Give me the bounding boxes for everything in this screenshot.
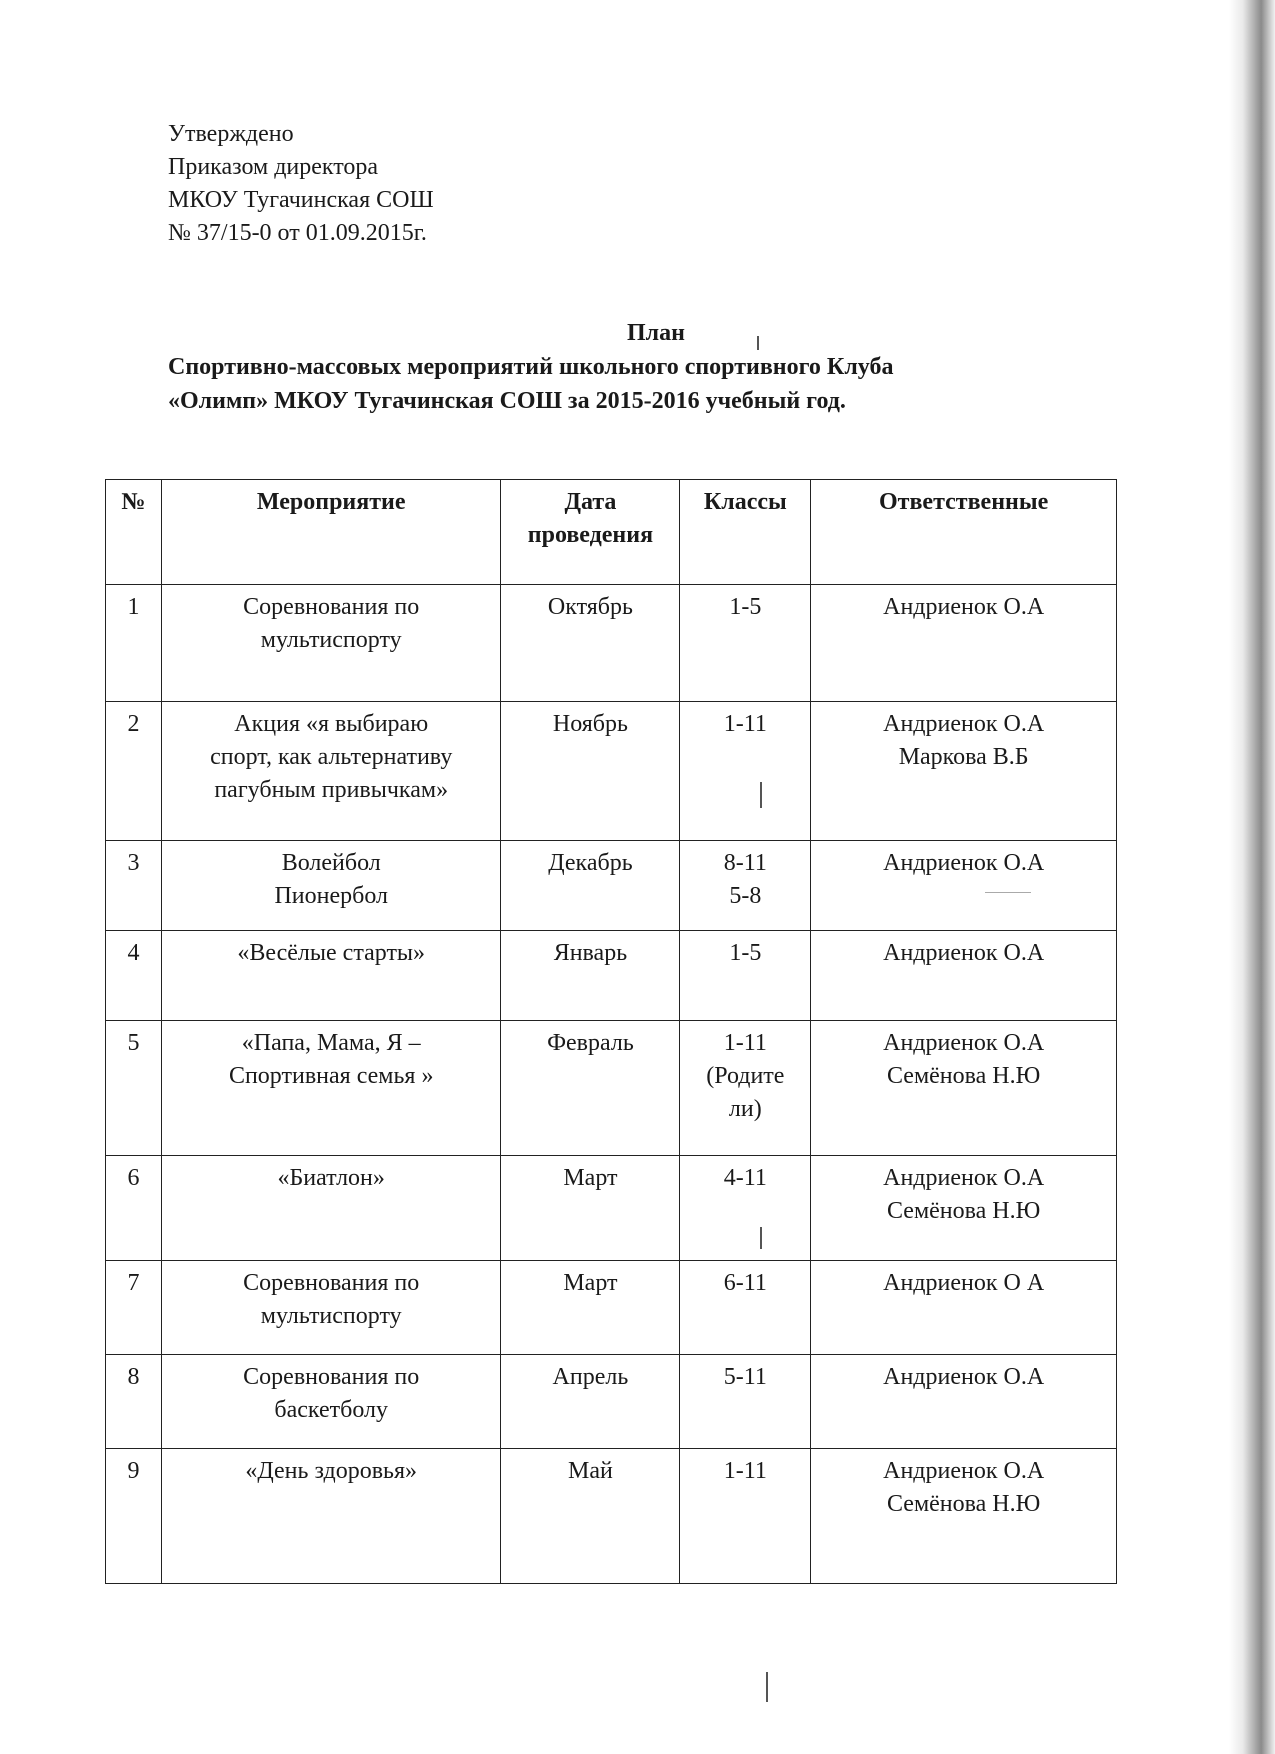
table-row xyxy=(106,585,1117,702)
approval-stamp-text xyxy=(168,118,434,250)
header-num: № xyxy=(106,480,162,585)
title-line-2: «Олимп» МКОУ Тугачинская СОШ за 2015-2016 учебный год. xyxy=(168,388,846,414)
scan-edge-shadow xyxy=(1229,0,1275,1754)
row-responsible: Андриенок О.А xyxy=(811,1355,1117,1449)
row-event: Соревнования по мультиспорту xyxy=(161,585,501,702)
row-event: Соревнования по баскетболу xyxy=(161,1355,501,1449)
row-num: 6 xyxy=(106,1156,162,1261)
document-title xyxy=(168,316,1088,418)
row-event: «Весёлые старты» xyxy=(161,931,501,1021)
row-classes: 4-11 xyxy=(680,1156,811,1261)
approval-line-number: № 37/15-0 от 01.09.2015г. xyxy=(168,220,427,246)
approval-line-approved: Утверждено xyxy=(168,121,294,147)
row-date: Апрель xyxy=(501,1355,680,1449)
row-num: 2 xyxy=(106,702,162,841)
row-responsible: Андриенок О.А xyxy=(811,931,1117,1021)
row-num: 4 xyxy=(106,931,162,1021)
row-event: «День здоровья» xyxy=(161,1449,501,1584)
table-row xyxy=(106,931,1117,1021)
header-responsible: Ответственные xyxy=(811,480,1117,585)
row-num: 7 xyxy=(106,1261,162,1355)
row-num: 1 xyxy=(106,585,162,702)
row-responsible: Андриенок О.А Семёнова Н.Ю xyxy=(811,1156,1117,1261)
row-responsible: Андриенок О.А Семёнова Н.Ю xyxy=(811,1021,1117,1156)
table-header-row xyxy=(106,480,1117,585)
row-num: 3 xyxy=(106,841,162,931)
row-classes: 5-11 xyxy=(680,1355,811,1449)
table-row xyxy=(106,1261,1117,1355)
table-row xyxy=(106,1021,1117,1156)
row-classes: 6-11 xyxy=(680,1261,811,1355)
table-row xyxy=(106,1156,1117,1261)
row-event: «Биатлон» xyxy=(161,1156,501,1261)
row-classes: 1-5 xyxy=(680,931,811,1021)
row-responsible: Андриенок О.А Семёнова Н.Ю xyxy=(811,1449,1117,1584)
row-responsible: Андриенок О.А Маркова В.Б xyxy=(811,702,1117,841)
scan-speck xyxy=(757,336,759,350)
row-num: 9 xyxy=(106,1449,162,1584)
row-date: Март xyxy=(501,1261,680,1355)
row-responsible: Андриенок О А xyxy=(811,1261,1117,1355)
header-classes: Классы xyxy=(680,480,811,585)
header-event: Мероприятие xyxy=(161,480,501,585)
row-classes: 1-11 (Родите ли) xyxy=(680,1021,811,1156)
title-line-1: Спортивно-массовых мероприятий школьного спортивного Клуба xyxy=(168,354,894,380)
row-date: Январь xyxy=(501,931,680,1021)
row-date: Ноябрь xyxy=(501,702,680,841)
row-date: Март xyxy=(501,1156,680,1261)
scan-speck xyxy=(766,1672,768,1702)
row-date: Февраль xyxy=(501,1021,680,1156)
scan-speck xyxy=(760,1227,762,1249)
row-classes: 1-5 xyxy=(680,585,811,702)
events-table xyxy=(105,479,1117,1584)
row-date: Декабрь xyxy=(501,841,680,931)
row-event: «Папа, Мама, Я – Спортивная семья » xyxy=(161,1021,501,1156)
row-classes: 1-11 xyxy=(680,1449,811,1584)
table-row xyxy=(106,841,1117,931)
scan-speck xyxy=(985,892,1031,893)
approval-line-order: Приказом директора xyxy=(168,154,379,180)
table-row xyxy=(106,1355,1117,1449)
table-row xyxy=(106,702,1117,841)
title-plan: План xyxy=(627,320,685,346)
row-event: Волейбол Пионербол xyxy=(161,841,501,931)
row-date: Октябрь xyxy=(501,585,680,702)
row-num: 8 xyxy=(106,1355,162,1449)
row-event: Соревнования по мультиспорту xyxy=(161,1261,501,1355)
approval-line-school: МКОУ Тугачинская СОШ xyxy=(168,187,434,213)
row-event: Акция «я выбираю спорт, как альтернативу пагубным привычкам» xyxy=(161,702,501,841)
row-responsible: Андриенок О.А xyxy=(811,585,1117,702)
row-classes: 8-11 5-8 xyxy=(680,841,811,931)
header-date: Дата проведения xyxy=(501,480,680,585)
row-date: Май xyxy=(501,1449,680,1584)
scan-speck xyxy=(760,782,762,808)
row-classes: 1-11 xyxy=(680,702,811,841)
row-num: 5 xyxy=(106,1021,162,1156)
row-responsible: Андриенок О.А xyxy=(811,841,1117,931)
table-row xyxy=(106,1449,1117,1584)
